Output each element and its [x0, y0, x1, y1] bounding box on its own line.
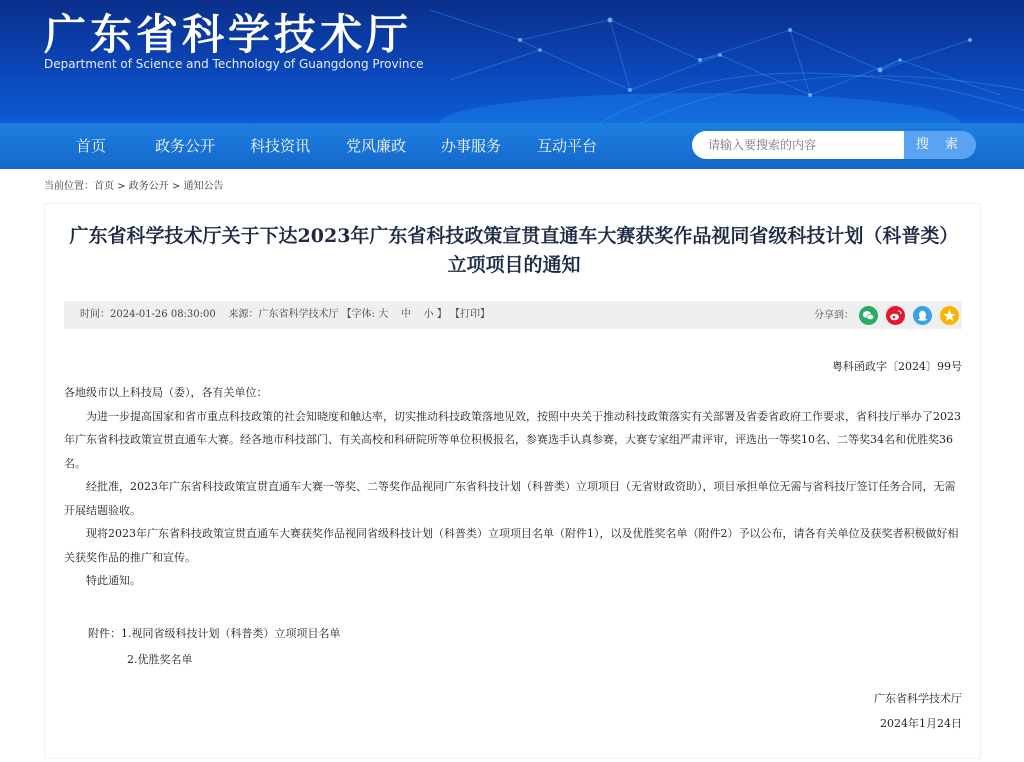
wechat-icon[interactable]: [859, 306, 878, 325]
attachment-link-1[interactable]: 1.视同省级科技计划（科普类）立项项目名单: [121, 627, 341, 640]
attachment-link-2[interactable]: 2.优胜奖名单: [127, 653, 193, 666]
article-meta-bar: [64, 301, 962, 329]
nav-item-services[interactable]: 办事服务: [441, 137, 502, 155]
body-paragraph: 经批准，2023年广东省科技政策宣贯直通车大赛一等奖、二等奖作品视同广东省科技计划（科普类）立项项目（无省财政资助），项目承担单位无需与省科技厅签订任务合同，无需开展结题验收。: [64, 480, 956, 517]
document-number: 粤科函政字〔2024〕99号: [832, 360, 962, 373]
body-paragraph: 现将2023年广东省科技政策宣贯直通车大赛获奖作品视同省级科技计划（科普类）立项项目名单（附件1），以及优胜奖名单（附件2）予以公布，请各有关单位及获奖者积极做好相关获奖作品的推广和宣传。: [64, 527, 959, 564]
font-size-close: 】: [436, 309, 447, 320]
nav-item-home[interactable]: 首页: [76, 137, 107, 155]
breadcrumb-separator: >: [114, 181, 129, 192]
issuer-name: 广东省科学技术厅: [874, 692, 962, 705]
search-button[interactable]: 搜 索: [904, 131, 976, 159]
publish-time: 时间：2024-01-26 08:30:00: [80, 309, 216, 320]
qq-icon[interactable]: [913, 306, 932, 325]
issue-date: 2024年1月24日: [880, 717, 962, 730]
body-paragraph: 为进一步提高国家和省市重点科技政策的社会知晓度和触达率，切实推动科技政策落地见效，按照中央关于推动科技政策落实有关部署及省委省政府工作要求，省科技厅举办了2023年广东省科技政策宣贯直通车大赛。经各地市科技部门、有关高校和科研院所等单位积极报名，参赛选手认真参赛，大赛专家组严肃评审，评选出一等奖10名、二等奖34名和优胜奖36名。: [64, 409, 961, 470]
article-source: 来源：广东省科学技术厅: [228, 309, 339, 320]
breadcrumb-government-affairs[interactable]: 政务公开: [128, 181, 169, 192]
weibo-icon[interactable]: [886, 306, 905, 325]
article-meta-info: [80, 301, 490, 329]
breadcrumb-separator: >: [168, 181, 184, 192]
share-label: 分享到：: [814, 310, 854, 321]
site-banner: [0, 0, 1024, 123]
article-body: [64, 381, 962, 593]
font-size-small[interactable]: 小: [423, 309, 434, 320]
search-input[interactable]: [692, 131, 904, 159]
breadcrumb-home[interactable]: 首页: [94, 181, 114, 192]
nav-item-government-affairs[interactable]: 政务公开: [155, 137, 216, 155]
closing-line: 特此通知。: [86, 574, 141, 587]
signature-block: [874, 686, 962, 736]
font-size-large[interactable]: 大: [378, 309, 389, 320]
salutation: 各地级市以上科技局（委），各有关单位：: [64, 386, 268, 399]
font-size-label: 【字体:: [341, 309, 376, 320]
nav-item-integrity[interactable]: 党风廉政: [346, 137, 407, 155]
font-size-medium[interactable]: 中: [400, 309, 411, 320]
qzone-icon[interactable]: [940, 306, 959, 325]
breadcrumb: [44, 177, 224, 192]
attachment-label: 附件：: [88, 627, 121, 640]
print-link[interactable]: 【打印】: [450, 309, 491, 320]
attachments: [88, 621, 341, 647]
article-title: 广东省科学技术厅关于下达2023年广东省科技政策宣贯直通车大赛获奖作品视同省级科技计划（科普类）立项项目的通知: [69, 225, 959, 276]
nav-item-interaction[interactable]: 互动平台: [537, 137, 598, 155]
site-title: 广东省科学技术厅: [44, 10, 413, 59]
site-subtitle: Department of Science and Technology of Guangdong Province: [44, 57, 424, 71]
nav-item-tech-news[interactable]: 科技资讯: [250, 137, 311, 155]
breadcrumb-notices[interactable]: 通知公告: [183, 181, 224, 192]
breadcrumb-prefix: 当前位置：: [44, 181, 94, 192]
